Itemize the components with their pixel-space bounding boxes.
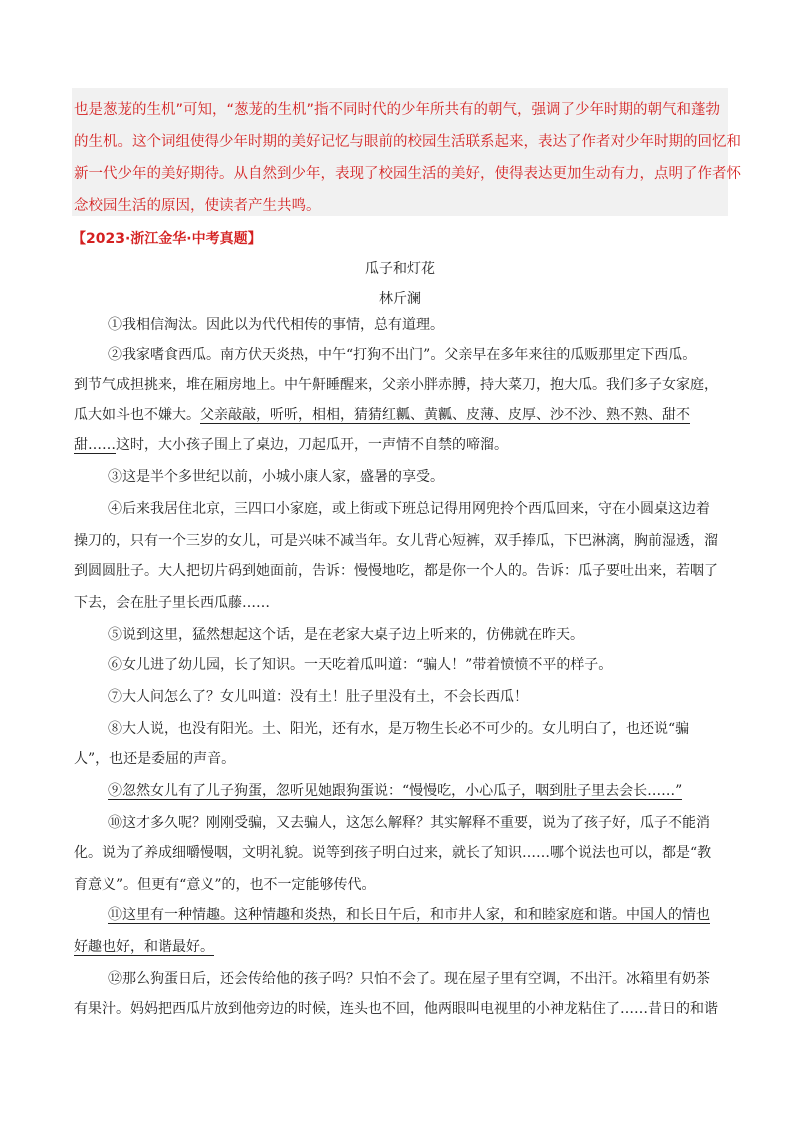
paragraph-11-line — [74, 938, 214, 956]
article-author: 林斤澜 — [379, 291, 421, 307]
paragraph-12-line: ⑫那么狗蛋日后，还会传给他的孩子吗？只怕不会了。现在屋子里有空调，不出汗。冰箱里有奶茶 — [108, 971, 710, 987]
source-tag: 【2023·浙江金华·中考真题】 — [72, 231, 262, 247]
underlined-sentence: 父亲敲敲，听听，相相，猜猜红瓤、黄瓤、皮薄、皮厚、沙不沙、熟不熟、甜不 — [200, 407, 690, 423]
paragraph-2-line: ②我家嗜食西瓜。南方伏天炎热，中午“打狗不出门”。父亲早在多年来往的瓜贩那里定下西瓜。 — [108, 347, 697, 363]
paragraph-4-line: 操刀的，只有一个三岁的女儿，可是兴味不减当年。女儿背心短裤，双手捧瓜，下巴淋漓，胸前湿透，溜 — [74, 533, 718, 549]
paragraph-8-line: ⑧大人说，也没有阳光。土、阳光，还有水，是万物生长必不可少的。女儿明白了，也还说“骗 — [108, 721, 690, 737]
paragraph-9-line — [108, 782, 682, 800]
answer-line: 新一代少年的美好期待。从自然到少年，表现了校园生活的美好，使得表达更加生动有力，点明了作者怀 — [74, 166, 741, 182]
paragraph-4-line: 下去，会在肚子里长西瓜藤…… — [74, 595, 270, 611]
paragraph-6-line: ⑥女儿进了幼儿园，长了知识。一天吃着瓜叫道：“骗人！”带着愤愤不平的样子。 — [108, 657, 613, 673]
paragraph-1-line: ①我相信淘汰。因此以为代代相传的事情，总有道理。 — [108, 317, 444, 333]
paragraph-5-line: ⑤说到这里，猛然想起这个话，是在老家大桌子边上听来的，仿佛就在昨天。 — [108, 627, 584, 643]
paragraph-11-line — [108, 906, 710, 924]
paragraph-3-line: ③这是半个多世纪以前，小城小康人家，盛暑的享受。 — [108, 469, 444, 485]
paragraph-2-line: 瓜大如斗也不嫌大。父亲敲敲，听听，相相，猜猜红瓤、黄瓤、皮薄、皮厚、沙不沙、熟不熟、甜不 — [74, 407, 690, 423]
paragraph-2-line: 甜……这时，大小孩子围上了桌边，刀起瓜开，一声情不自禁的啼溜。 — [74, 437, 508, 453]
underlined-sentence: ⑨忽然女儿有了儿子狗蛋，忽听见她跟狗蛋说：“慢慢吃，小心瓜子，咽到肚子里去会长……” — [108, 783, 683, 799]
paragraph-4-line: ④后来我居住北京，三四口小家庭，或上街或下班总记得用网兜拎个西瓜回来，守在小圆桌这边着 — [108, 501, 710, 517]
underlined-sentence: 甜…… — [74, 437, 116, 453]
answer-line: 念校园生活的原因，使读者产生共鸣。 — [74, 198, 321, 214]
paragraph-4-line: 到圆圆肚子。大人把切片码到她面前，告诉：慢慢地吃，都是你一个人的。告诉：瓜子要吐出来，若咽了 — [74, 563, 718, 579]
paragraph-7-line: ⑦大人问怎么了？女儿叫道：没有土！肚子里没有土，不会长西瓜！ — [108, 689, 528, 705]
answer-line: 的生机。这个词组使得少年时期的美好记忆与眼前的校园生活联系起来，表达了作者对少年时期的回忆和 — [74, 134, 741, 150]
answer-line: 也是葱茏的生机”可知，“葱茏的生机”指不同时代的少年所共有的朝气，强调了少年时期的朝气和蓬勃 — [74, 102, 721, 118]
underlined-sentence: 好趣也好，和谐最好。 — [74, 939, 214, 955]
paragraph-10-line: 育意义”。但更有“意义”的，也不一定能够传代。 — [74, 877, 376, 893]
paragraph-2-line: 到节气成担挑来，堆在厢房地上。中午鼾睡醒来，父亲小胖赤膊，持大菜刀，抱大瓜。我们多子女家庭， — [74, 377, 718, 393]
article-title: 瓜子和灯花 — [365, 261, 435, 277]
paragraph-10-line: 化。说为了养成细嚼慢咽，文明礼貌。说等到孩子明白过来，就长了知识……哪个说法也可以，都是“教 — [74, 845, 712, 861]
paragraph-12-line: 有果汁。妈妈把西瓜片放到他旁边的时候，连头也不回，他两眼叫电视里的小神龙粘住了……昔日的和谐 — [74, 1001, 718, 1017]
paragraph-10-line: ⑩这才多久呢？刚刚受骗，又去骗人，这怎么解释？其实解释不重要，说为了孩子好，瓜子不能消 — [108, 815, 710, 831]
paragraph-8-line: 人”，也还是委屈的声音。 — [74, 751, 236, 767]
underlined-sentence: ⑪这里有一种情趣。这种情趣和炎热，和长日午后，和市井人家，和和睦家庭和谐。中国人的情也 — [108, 907, 710, 923]
